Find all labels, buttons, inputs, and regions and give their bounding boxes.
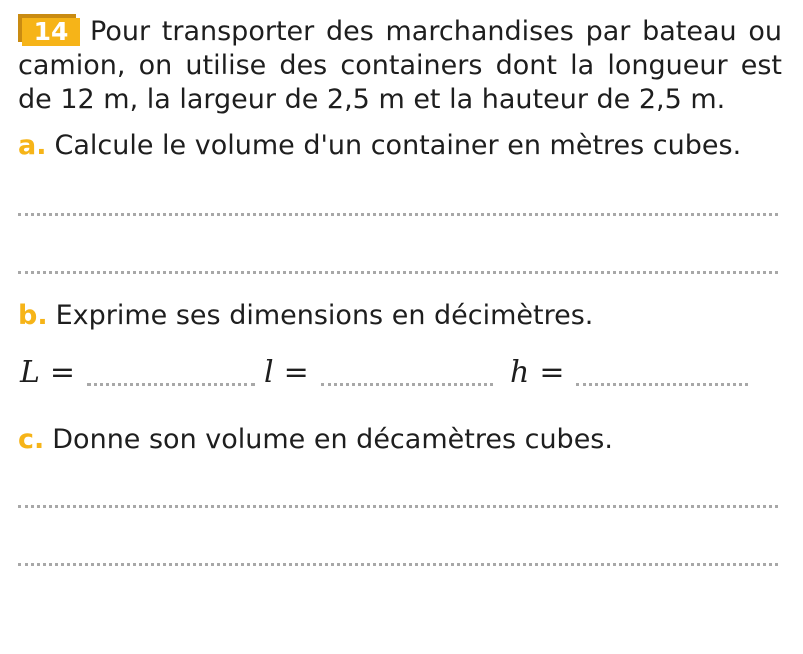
field-length-var: L <box>20 355 40 390</box>
field-length-blank[interactable] <box>87 383 255 386</box>
field-height-sign: = <box>539 355 565 390</box>
exercise-number: 14 <box>22 18 80 46</box>
part-a-question <box>18 129 782 163</box>
answer-line-c1[interactable] <box>18 505 778 508</box>
field-height <box>510 355 748 390</box>
answer-line-a1[interactable] <box>18 213 778 216</box>
dimension-fields <box>18 355 782 395</box>
field-width <box>264 355 493 390</box>
field-height-blank[interactable] <box>576 383 748 386</box>
exercise-intro <box>18 14 782 117</box>
field-length <box>20 355 255 390</box>
answer-line-a2[interactable] <box>18 271 778 274</box>
field-length-sign: = <box>49 355 76 390</box>
field-width-sign: = <box>283 355 309 390</box>
part-a-letter: a. <box>18 130 47 161</box>
part-a-text: Calcule le volume d'un container en mètres cubes. <box>54 130 742 161</box>
part-c-question <box>18 423 782 457</box>
field-height-var: h <box>510 355 530 390</box>
part-c-letter: c. <box>18 424 45 455</box>
part-c-text: Donne son volume en décamètres cubes. <box>52 424 613 455</box>
exercise-card <box>18 14 782 566</box>
field-width-var: l <box>264 355 274 390</box>
exercise-number-badge <box>18 14 80 46</box>
field-width-blank[interactable] <box>321 383 493 386</box>
part-b-letter: b. <box>18 300 48 331</box>
intro-text: Pour transporter des marchandises par bateau ou camion, on utilise des containers dont la longueur est de 12 m, la largeur de 2,5 m et la hauteur de 2,5 m. <box>18 16 782 115</box>
part-b-text: Exprime ses dimensions en décimètres. <box>55 300 594 331</box>
answer-line-c2[interactable] <box>18 563 778 566</box>
part-b-question <box>18 299 782 333</box>
